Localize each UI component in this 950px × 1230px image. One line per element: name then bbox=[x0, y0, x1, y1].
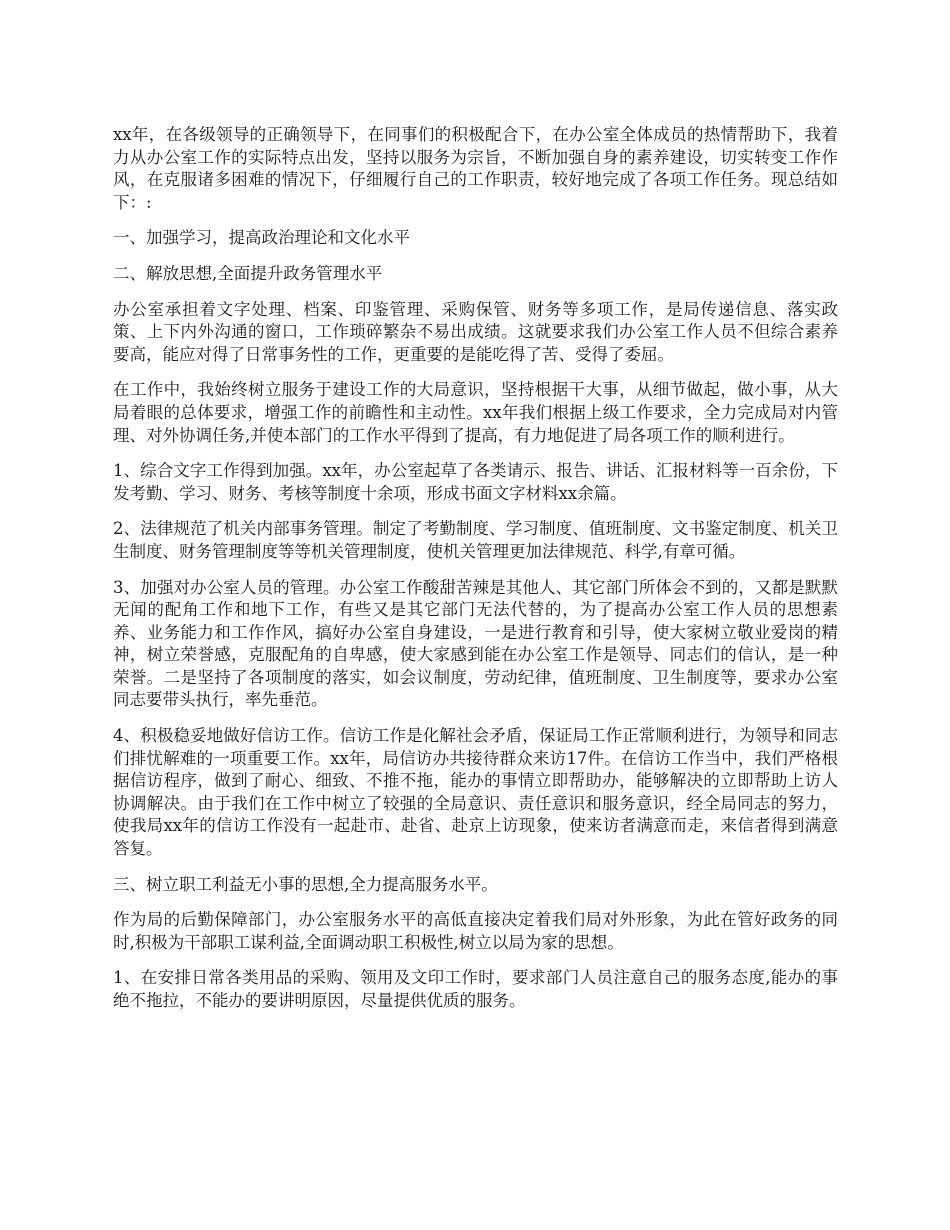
paragraph-item-2: 2、法律规范了机关内部事务管理。制定了考勤制度、学习制度、值班制度、文书鉴定制度、机关卫生制度、财务管理制度等等机关管理制度，使机关管理更加法律规范、科学,有章可循。 bbox=[113, 519, 838, 561]
paragraph-office-duties: 办公室承担着文字处理、档案、印鉴管理、采购保管、财务等多项工作，是局传递信息、落实政策、上下内外沟通的窗口，工作琐碎繁杂不易出成绩。这就要求我们办公室工作人员不但综合素养要高，能应对得了日常事务性的工作，更重要的是能吃得了苦、受得了委屈。 bbox=[113, 299, 838, 364]
paragraph-service-item-1: 1、在安排日常各类用品的采购、领用及文印工作时，要求部门人员注意自己的服务态度,能办的事绝不拖拉，不能办的要讲明原因，尽量提供优质的服务。 bbox=[113, 968, 838, 1010]
paragraph-intro: xx年，在各级领导的正确领导下，在同事们的积极配合下，在办公室全体成员的热情帮助下，我着力从办公室工作的实际特点出发，坚持以服务为宗旨，不断加强自身的素养建设，切实转变工作作风，在克服诸多困难的情况下，仔细履行自己的工作职责，较好地完成了各项工作任务。现总结如下：: bbox=[113, 125, 838, 212]
paragraph-item-1: 1、综合文字工作得到加强。xx年，办公室起草了各类请示、报告、讲话、汇报材料等一百余份，下发考勤、学习、财务、考核等制度十余项，形成书面文字材料xx余篇。 bbox=[113, 461, 838, 503]
paragraph-item-3: 3、加强对办公室人员的管理。办公室工作酸甜苦辣是其他人、其它部门所体会不到的，又都是默默无闻的配角工作和地下工作，有些又是其它部门无法代替的，为了提高办公室工作人员的思想素养、业务能力和工作作风，搞好办公室自身建设，一是进行教育和引导，使大家树立敬业爱岗的精神，树立荣誉感，克服配角的自卑感，使大家感到能在办公室工作是领导、同志们的信认，是一种荣誉。二是坚持了各项制度的落实，如会议制度，劳动纪律，值班制度、卫生制度等，要求办公室同志要带头执行，率先垂范。 bbox=[113, 577, 838, 710]
paragraph-work-approach: 在工作中，我始终树立服务于建设工作的大局意识，坚持根据干大事，从细节做起，做小事，从大局着眼的总体要求，增强工作的前瞻性和主动性。xx年我们根据上级工作要求，全力完成局对内管理、对外协调任务,并使本部门的工作水平得到了提高，有力地促进了局各项工作的顺利进行。 bbox=[113, 380, 838, 445]
heading-section-2: 二、解放思想,全面提升政务管理水平 bbox=[113, 263, 383, 283]
heading-section-3: 三、树立职工利益无小事的思想,全力提高服务水平。 bbox=[113, 874, 498, 894]
paragraph-item-4: 4、积极稳妥地做好信访工作。信访工作是化解社会矛盾，保证局工作正常顺利进行，为领导和同志们排忧解难的一项重要工作。xx年，局信访办共接待群众来访17件。在信访工作当中，我们严格根据信访程序，做到了耐心、细致、不推不拖，能办的事情立即帮助办，能够解决的立即帮助上访人协调解决。由于我们在工作中树立了较强的全局意识、责任意识和服务意识，经全局同志的努力，使我局xx年的信访工作没有一起赴市、赴省、赴京上访现象，使来访者满意而走，来信者得到满意答复。 bbox=[113, 726, 838, 859]
document-body bbox=[113, 124, 838, 1026]
heading-section-1: 一、加强学习，提高政治理论和文化水平 bbox=[113, 228, 410, 248]
paragraph-service-intro: 作为局的后勤保障部门，办公室服务水平的高低直接决定着我们局对外形象，为此在管好政务的同时,积极为干部职工谋利益,全面调动职工积极性,树立以局为家的思想。 bbox=[113, 910, 838, 952]
